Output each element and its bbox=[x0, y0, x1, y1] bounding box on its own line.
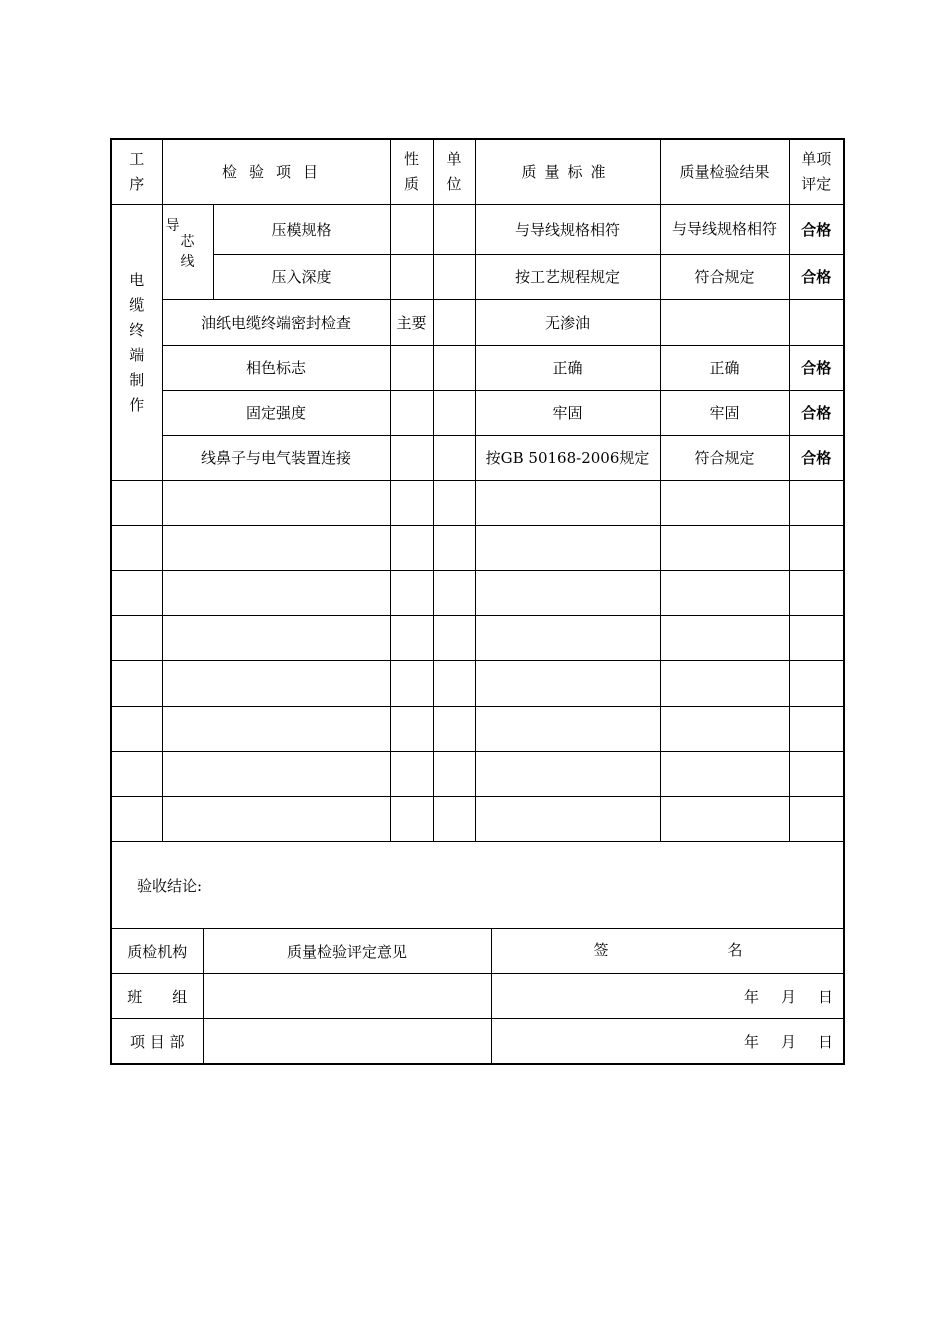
row-item: 压模规格 bbox=[213, 205, 390, 255]
row-item: 固定强度 bbox=[162, 390, 390, 435]
row-rating bbox=[789, 300, 844, 345]
row-rating: 合格 bbox=[789, 205, 844, 255]
signoff-table bbox=[110, 928, 845, 1065]
row-unit bbox=[433, 390, 475, 435]
row-standard: 按GB 50168-2006规定 bbox=[475, 435, 660, 480]
row-result bbox=[660, 300, 789, 345]
row-result: 符合规定 bbox=[660, 255, 789, 300]
empty-row bbox=[111, 616, 844, 661]
row-unit bbox=[433, 205, 475, 255]
row-result: 牢固 bbox=[660, 390, 789, 435]
row-rating: 合格 bbox=[789, 255, 844, 300]
empty-row bbox=[111, 751, 844, 796]
sub-group-core-wire: 导 芯线 bbox=[162, 205, 213, 300]
header-item-rating: 单项评定 bbox=[789, 139, 844, 205]
row-item: 线鼻子与电气装置连接 bbox=[162, 435, 390, 480]
row-item: 相色标志 bbox=[162, 345, 390, 390]
empty-row bbox=[111, 661, 844, 706]
opinion-header: 质量检验评定意见 bbox=[203, 929, 491, 974]
row-unit bbox=[433, 435, 475, 480]
row-nature bbox=[390, 205, 433, 255]
project-date: 年 月 日 bbox=[491, 1019, 844, 1065]
team-label: 班 组 bbox=[111, 974, 203, 1019]
signature-header: 签 名 bbox=[491, 929, 844, 974]
row-unit bbox=[433, 255, 475, 300]
empty-row bbox=[111, 571, 844, 616]
row-result: 正确 bbox=[660, 345, 789, 390]
row-unit bbox=[433, 345, 475, 390]
clipped-prefix: 导 bbox=[165, 218, 180, 235]
row-standard: 正确 bbox=[475, 345, 660, 390]
inspection-table bbox=[110, 138, 845, 842]
empty-row bbox=[111, 796, 844, 841]
project-opinion bbox=[203, 1019, 491, 1065]
header-process: 工序 bbox=[111, 139, 162, 205]
header-quality-standard: 质量标准 bbox=[475, 139, 660, 205]
row-item: 油纸电缆终端密封检查 bbox=[162, 300, 390, 345]
empty-row bbox=[111, 480, 844, 525]
header-nature: 性质 bbox=[390, 139, 433, 205]
row-result: 符合规定 bbox=[660, 435, 789, 480]
org-header: 质检机构 bbox=[111, 929, 203, 974]
row-rating: 合格 bbox=[789, 390, 844, 435]
row-standard: 与导线规格相符 bbox=[475, 205, 660, 255]
row-nature bbox=[390, 435, 433, 480]
team-date: 年 月 日 bbox=[491, 974, 844, 1019]
row-rating: 合格 bbox=[789, 435, 844, 480]
empty-row bbox=[111, 706, 844, 751]
row-unit bbox=[433, 300, 475, 345]
empty-row bbox=[111, 526, 844, 571]
acceptance-conclusion bbox=[110, 841, 845, 928]
row-item: 压入深度 bbox=[213, 255, 390, 300]
row-nature bbox=[390, 390, 433, 435]
header-inspection-result: 质量检验结果 bbox=[660, 139, 789, 205]
team-opinion bbox=[203, 974, 491, 1019]
header-inspection-item: 检验项目 bbox=[162, 139, 390, 205]
row-standard: 按工艺规程规定 bbox=[475, 255, 660, 300]
row-rating: 合格 bbox=[789, 345, 844, 390]
row-standard: 无渗油 bbox=[475, 300, 660, 345]
row-nature: 主要 bbox=[390, 300, 433, 345]
conclusion-label: 验收结论: bbox=[137, 877, 203, 895]
row-nature bbox=[390, 345, 433, 390]
row-standard: 牢固 bbox=[475, 390, 660, 435]
row-result: 与导线规格相符 bbox=[660, 205, 789, 255]
header-unit: 单位 bbox=[433, 139, 475, 205]
project-label: 项 目 部 bbox=[111, 1019, 203, 1065]
row-nature bbox=[390, 255, 433, 300]
group-cable-termination: 电缆终端制作 bbox=[111, 205, 162, 481]
